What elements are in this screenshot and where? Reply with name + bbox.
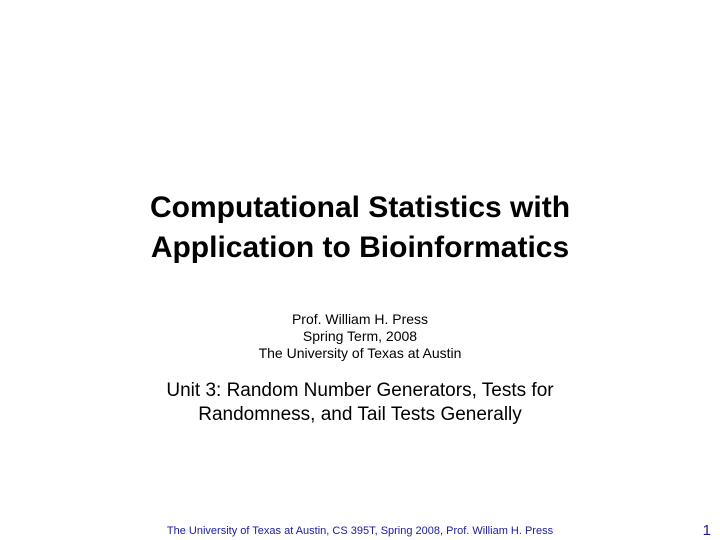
title-line-2: Application to Bioinformatics [150, 231, 570, 264]
institution: The University of Texas at Austin [258, 345, 462, 361]
unit-line-1: Unit 3: Random Number Generators, Tests for [166, 380, 554, 401]
slide-title [0, 188, 720, 268]
author-info [0, 311, 720, 362]
term: Spring Term, 2008 [302, 328, 418, 344]
title-line-1: Computational Statistics with [149, 191, 571, 224]
page-number: 1 [702, 522, 711, 539]
unit-line-2: Randomness, and Tail Tests Generally [198, 404, 522, 425]
author-name: Prof. William H. Press [291, 311, 429, 327]
unit-subtitle [0, 379, 720, 427]
slide-footer: The University of Texas at Austin, CS 395T, Spring 2008, Prof. William H. Press [166, 525, 554, 537]
